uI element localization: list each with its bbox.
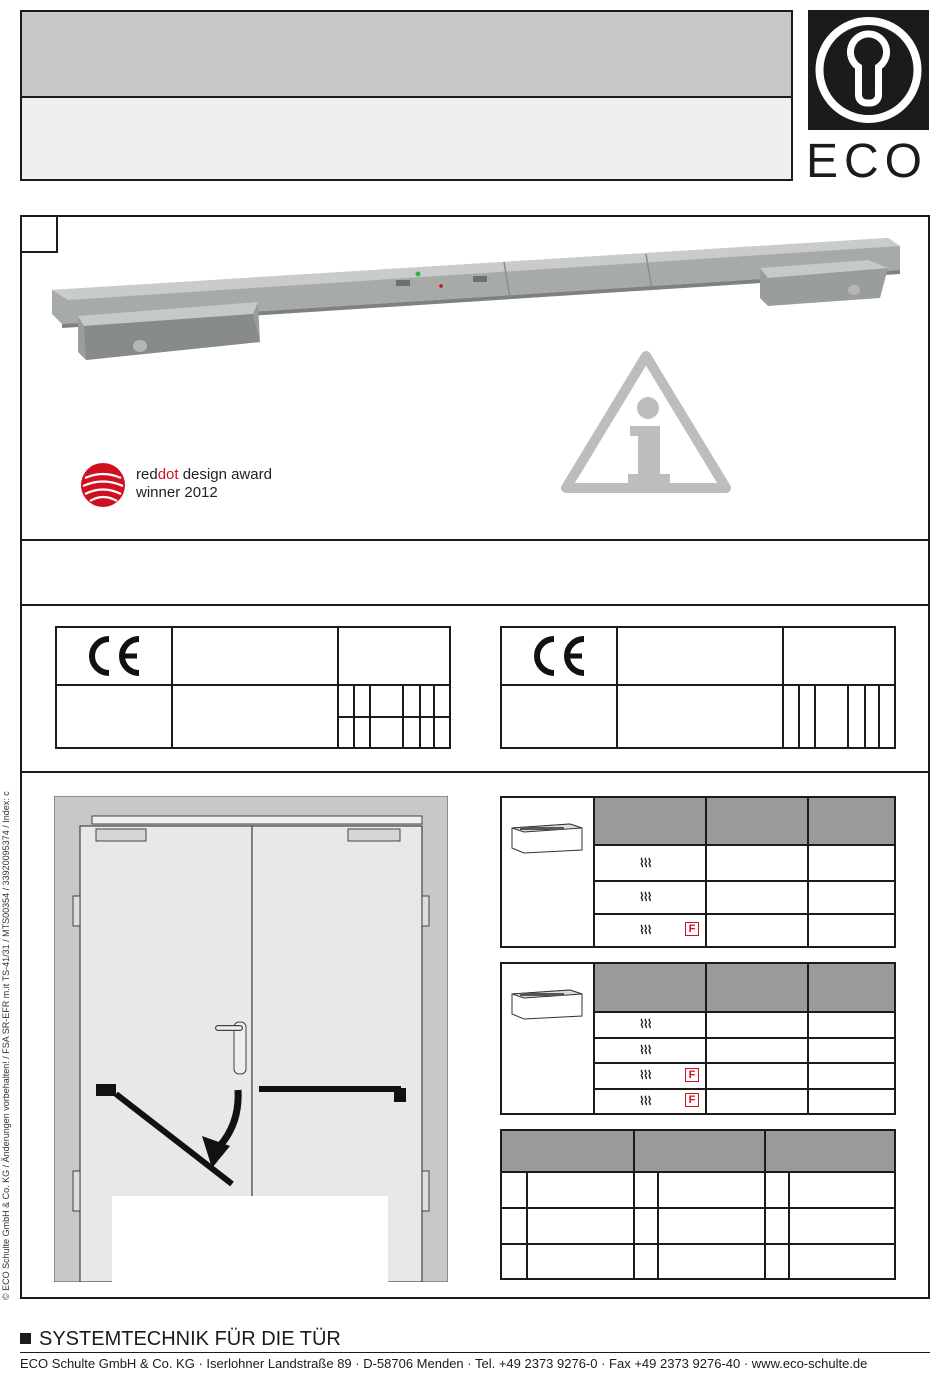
spring-icon: ⌇⌇⌇ (639, 1043, 651, 1057)
header-title-band (22, 12, 791, 98)
ce-mark-icon (528, 635, 590, 677)
spring-icon: ⌇⌇⌇ (639, 1017, 651, 1031)
door-closer-rail-icon (510, 822, 586, 854)
divider (22, 604, 928, 606)
header-title-box (20, 10, 793, 181)
footer-address-text[interactable]: · Iserlohner Landstraße 89 · D-58706 Menden · Tel. +49 2373 9276-0 · Fax +49 2373 9276-40 · www.eco-schulte.de (194, 1356, 868, 1371)
footer-rule (20, 1352, 930, 1353)
spring-icon: ⌇⌇⌇ (639, 890, 651, 904)
reddot-award-text (136, 466, 272, 502)
footer-address (20, 1356, 867, 1372)
spec-table-3 (500, 1129, 896, 1280)
double-door-illustration (54, 796, 448, 1282)
ce-mark-icon (83, 635, 145, 677)
footer-company: ECO Schulte GmbH & Co. KG (20, 1356, 195, 1371)
eco-logo (808, 10, 929, 130)
copyright-side-note: © ECO Schulte GmbH & Co. KG / Änderungen vorbehalten! / FSA SR-EFR m.it TS-41/31 / MTS00354 / 33920095374 / Index: c (1, 791, 11, 1300)
award-highlight: dot (157, 466, 179, 483)
reddot-award-icon (80, 462, 126, 508)
fire-f-icon: F (685, 1093, 699, 1107)
spec-table-1 (500, 796, 896, 948)
spec-table-2 (500, 962, 896, 1115)
footer-slogan (20, 1328, 341, 1350)
divider (22, 771, 928, 773)
divider (22, 539, 928, 541)
info-warning-triangle-icon (556, 346, 736, 496)
award-year: winner 2012 (136, 484, 218, 501)
spec-table-1-header (593, 798, 894, 846)
fire-f-icon: F (685, 1068, 699, 1082)
award-suffix: design award (178, 466, 272, 483)
door-closer-rail-icon (510, 988, 586, 1020)
fire-f-icon: F (685, 922, 699, 936)
ce-table-left (55, 626, 451, 749)
spring-icon: ⌇⌇⌇ (639, 923, 651, 937)
spring-icon: ⌇⌇⌇ (639, 856, 651, 870)
door-closer-product-image (48, 232, 908, 372)
header-subtitle-band (22, 98, 791, 179)
logo-wordmark: ECO (806, 135, 929, 188)
spec-table-3-header (502, 1131, 894, 1173)
ce-table-right (500, 626, 896, 749)
footer-slogan-text: SYSTEMTECHNIK FÜR DIE TÜR (39, 1328, 341, 1350)
award-prefix: red (136, 466, 158, 483)
square-bullet-icon (20, 1333, 31, 1344)
spring-icon: ⌇⌇⌇ (639, 1094, 651, 1108)
spring-icon: ⌇⌇⌇ (639, 1068, 651, 1082)
spec-table-2-header (593, 964, 894, 1013)
cylinder-keyhole-icon (808, 10, 929, 130)
